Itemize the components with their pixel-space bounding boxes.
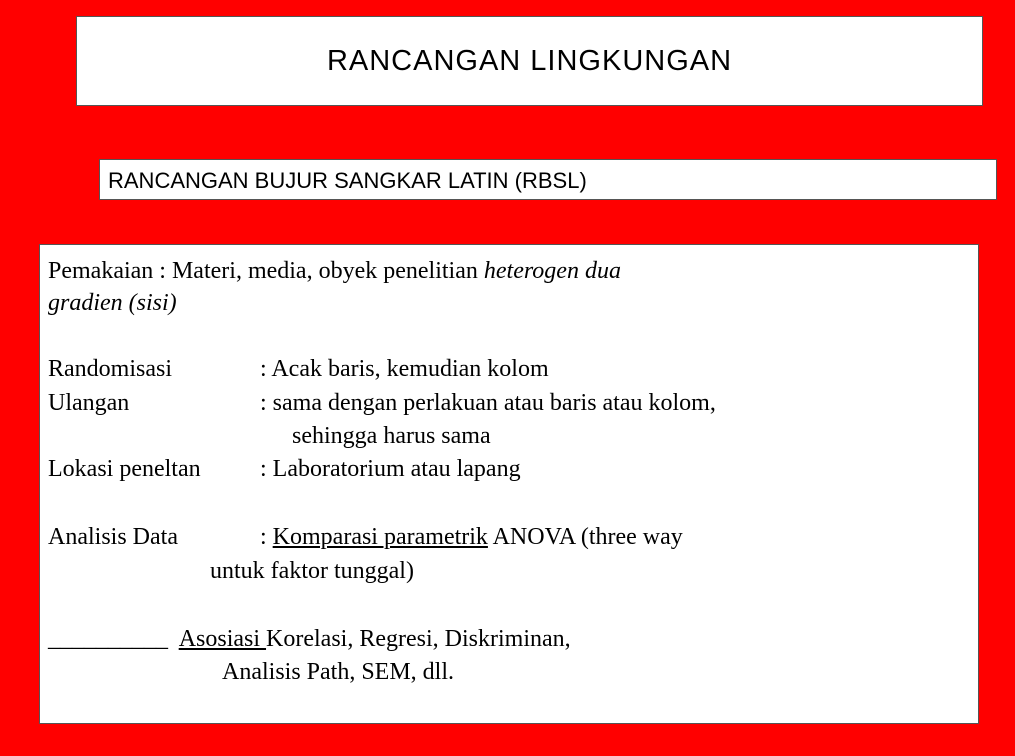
- asosiasi-rest: Korelasi, Regresi, Diskriminan,: [266, 626, 571, 652]
- slide-title: RANCANGAN LINGKUNGAN: [326, 45, 733, 77]
- randomisasi-value: : Acak baris, kemudian kolom: [260, 356, 549, 382]
- content-box: [39, 244, 979, 724]
- slide-subtitle: RANCANGAN BUJUR SANGKAR LATIN (RBSL): [108, 168, 587, 193]
- pemakaian-line-2: [48, 289, 177, 317]
- asosiasi-cont: Analisis Path, SEM, dll.: [222, 659, 455, 685]
- analisis-colon: :: [260, 524, 273, 550]
- ulangan-value: : sama dengan perlakuan atau baris atau kolom,: [260, 390, 716, 416]
- pemakaian-label: Pemakaian :: [48, 258, 172, 284]
- ulangan-cont: sehingga harus sama: [292, 423, 491, 449]
- title-box: [76, 16, 983, 106]
- lokasi-value: : Laboratorium atau lapang: [260, 456, 521, 482]
- randomisasi-label: Randomisasi: [48, 356, 172, 382]
- lokasi-label: Lokasi peneltan: [48, 456, 201, 482]
- asosiasi-line: [48, 625, 571, 653]
- ulangan-label: Ulangan: [48, 390, 130, 416]
- subtitle-box: [99, 159, 997, 200]
- asosiasi-blank: __________: [48, 626, 168, 652]
- pemakaian-line: [48, 257, 621, 285]
- pemakaian-italic-2: gradien (sisi): [48, 290, 177, 316]
- analisis-rest: ANOVA (three way: [487, 524, 683, 550]
- analisis-cont: untuk faktor tunggal): [210, 558, 414, 584]
- pemakaian-italic-1: heterogen dua: [483, 258, 621, 284]
- analisis-line: [260, 523, 683, 551]
- analisis-label: Analisis Data: [48, 524, 178, 550]
- pemakaian-text: Materi, media, obyek penelitian: [171, 258, 484, 284]
- analisis-underlined: Komparasi parametrik: [272, 524, 488, 550]
- asosiasi-underlined: Asosiasi: [178, 626, 267, 652]
